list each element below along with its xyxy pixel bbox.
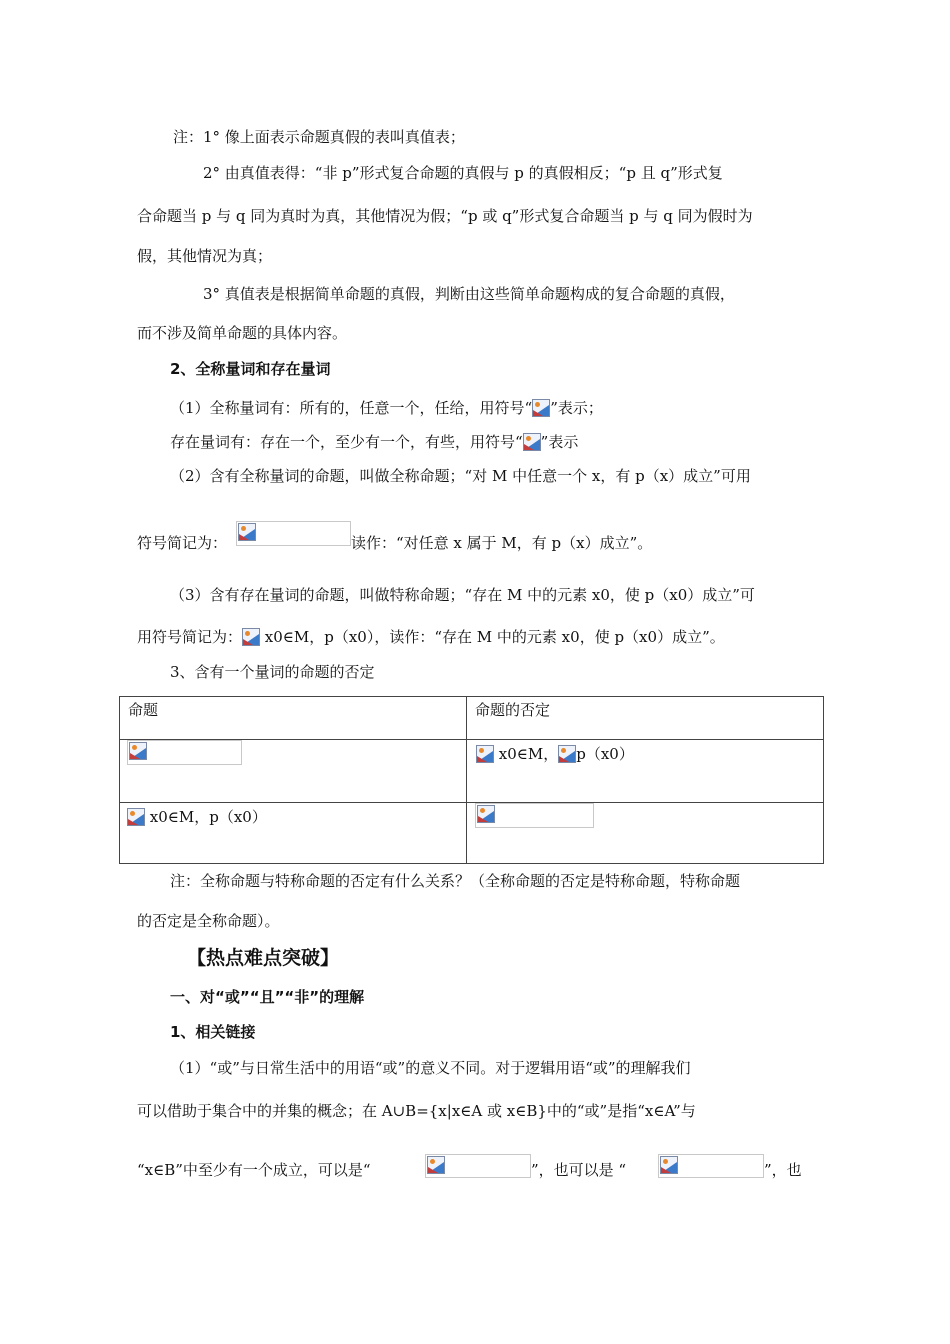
text: （1）全称量词有：所有的，任意一个，任给，用符号“ bbox=[170, 399, 533, 417]
table-cell bbox=[120, 740, 467, 803]
text: x0∈M，p（x0），读作：“存在 M 中的元素 x0，使 p（x0）成立”。 bbox=[260, 628, 725, 646]
note-line-3: 合命题当 p 与 q 同为真时为真，其他情况为假；“p 或 q”形式复合命题当 p 与 q 同为假时为 bbox=[137, 207, 753, 225]
formula-image bbox=[425, 1154, 531, 1178]
table-cell bbox=[467, 803, 824, 864]
existential-symbol-line bbox=[137, 626, 725, 647]
hot-topics-heading: 【热点难点突破】 bbox=[187, 947, 340, 969]
table-row bbox=[120, 740, 824, 803]
universal-symbol-label: 符号简记为： bbox=[137, 534, 228, 552]
table-cell bbox=[467, 740, 824, 803]
note-relation-line-1: 注：全称命题与特称命题的否定有什么关系？（全称命题的否定是特称命题，特称命题 bbox=[170, 872, 741, 890]
note-line-1: 注：1° 像上面表示命题真假的表叫真值表； bbox=[173, 128, 465, 146]
existential-quantifier-line bbox=[170, 431, 578, 452]
section-2-title: 2、全称量词和存在量词 bbox=[170, 360, 331, 378]
hot-paragraph-line-2: 可以借助于集合中的并集的概念；在 A∪B={x|x∈A 或 x∈B}中的“或”是指“x∈A”与 bbox=[137, 1102, 696, 1120]
text: ”表示； bbox=[550, 399, 603, 417]
header-proposition: 命题 bbox=[128, 701, 159, 719]
hot-paragraph-line-3b: ”，也可以是 “ bbox=[531, 1161, 627, 1179]
table-cell bbox=[120, 803, 467, 864]
note-relation-line-2: 的否定是全称命题）。 bbox=[137, 912, 280, 930]
hot-paragraph-line-3c: ”，也 bbox=[764, 1161, 802, 1179]
broken-image-icon bbox=[523, 433, 541, 451]
table-header-row bbox=[120, 697, 824, 740]
text: ”表示 bbox=[540, 433, 579, 451]
existential-proposition-line: （3）含有存在量词的命题，叫做特称命题；“存在 M 中的元素 x0，使 p（x0）成立”可 bbox=[170, 586, 755, 604]
broken-image-icon bbox=[129, 742, 147, 760]
header-cell bbox=[120, 697, 467, 740]
universal-proposition-line: （2）含有全称量词的命题，叫做全称命题；“对 M 中任意一个 x，有 p（x）成立”可用 bbox=[170, 467, 751, 485]
universal-quantifier-line bbox=[170, 397, 603, 418]
table-row bbox=[120, 803, 824, 864]
broken-image-icon bbox=[127, 808, 145, 826]
broken-image-icon bbox=[427, 1156, 445, 1174]
text: x0∈M， bbox=[494, 745, 559, 763]
broken-image-icon bbox=[476, 745, 494, 763]
hot-paragraph-line-1: （1）“或”与日常生活中的用语“或”的意义不同。对于逻辑用语“或”的理解我们 bbox=[170, 1059, 691, 1077]
note-line-5: 3° 真值表是根据简单命题的真假，判断由这些简单命题构成的复合命题的真假， bbox=[203, 285, 735, 303]
text: 存在量词有：存在一个，至少有一个，有些，用符号“ bbox=[170, 433, 523, 451]
negation-table bbox=[119, 696, 824, 864]
section-3-title: 3、含有一个量词的命题的否定 bbox=[170, 663, 375, 681]
broken-image-icon bbox=[477, 805, 495, 823]
text: x0∈M，p（x0） bbox=[145, 808, 267, 826]
subheading-related-links: 1、相关链接 bbox=[170, 1023, 256, 1041]
formula-image bbox=[236, 521, 351, 546]
formula-image bbox=[127, 740, 242, 765]
negation-existential bbox=[476, 743, 634, 764]
note-line-6: 而不涉及简单命题的具体内容。 bbox=[137, 324, 348, 342]
note-line-2: 2° 由真值表得：“非 p”形式复合命题的真假与 p 的真假相反；“p 且 q”形式复 bbox=[203, 164, 723, 182]
text: 用符号简记为： bbox=[137, 628, 243, 646]
formula-image bbox=[475, 803, 594, 828]
broken-image-icon bbox=[238, 523, 256, 541]
broken-image-icon bbox=[558, 745, 576, 763]
text: p（x0） bbox=[576, 745, 634, 763]
formula-image bbox=[658, 1154, 764, 1178]
note-line-4: 假，其他情况为真； bbox=[137, 247, 273, 265]
broken-image-icon bbox=[242, 628, 260, 646]
header-cell bbox=[467, 697, 824, 740]
hot-paragraph-line-3a: “x∈B”中至少有一个成立，可以是“ bbox=[137, 1161, 371, 1179]
broken-image-icon bbox=[532, 399, 550, 417]
broken-image-icon bbox=[660, 1156, 678, 1174]
universal-reading: 读作：“对任意 x 属于 M，有 p（x）成立”。 bbox=[351, 534, 653, 552]
subheading-or-and-not: 一、对“或”“且”“非”的理解 bbox=[170, 988, 365, 1006]
header-negation: 命题的否定 bbox=[475, 701, 551, 719]
existential-proposition bbox=[127, 806, 267, 827]
